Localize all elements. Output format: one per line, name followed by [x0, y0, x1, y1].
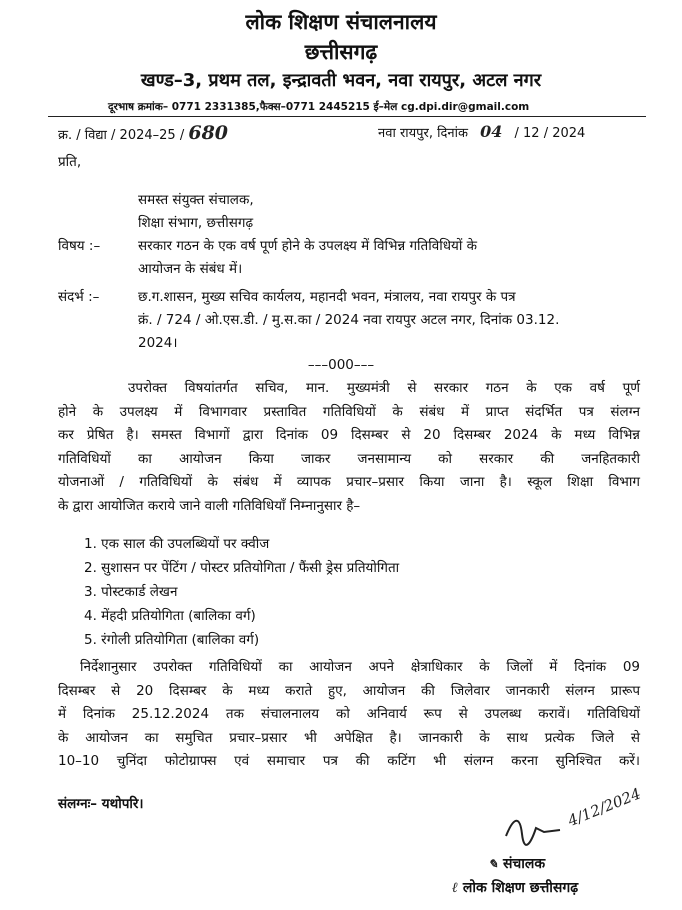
reference-prefix: क्र. / विद्या / 2024–25 /	[58, 128, 185, 143]
body-paragraph-2	[58, 656, 640, 774]
date-day-handwritten: 04	[480, 122, 503, 141]
reference-label: संदर्भ :–	[58, 289, 100, 305]
activity-item: 1. एक साल की उपलब्धियों पर क्वीज	[84, 536, 270, 552]
signature-mark-icon: ✎	[488, 857, 499, 871]
letter-date	[378, 122, 585, 141]
activity-item: 2. सुशासन पर पेंटिंग / पोस्टर प्रतियोगिता / फैंसी ड्रेस प्रतियोगिता	[84, 560, 400, 576]
body2-line: निर्देशानुसार उपरोक्त गतिविधियों का आयोजन अपने क्षेत्राधिकार के जिलों में दिनांक 09	[80, 659, 640, 675]
to-label: प्रति,	[58, 154, 82, 170]
activity-item: 5. रंगोली प्रतियोगिता (बालिका वर्ग)	[84, 632, 260, 648]
letterhead-state: छत्तीसगढ़	[304, 40, 378, 64]
body2-line: के आयोजन का समुचित प्रचार–प्रसार भी अपेक्षित है। जानकारी के साथ प्रत्येक जिले से	[58, 729, 640, 746]
reference-line3: 2024।	[138, 335, 178, 351]
separator: –––000–––	[307, 357, 375, 373]
body1-line: उपरोक्त विषयांतर्गत सचिव, मान. मुख्यमंत्री से सरकार गठन के एक वर्ष पूर्ण	[128, 380, 640, 396]
to-line2: शिक्षा संभाग, छत्तीसगढ़	[138, 215, 254, 231]
activity-item: 4. मेंहदी प्रतियोगिता (बालिका वर्ग)	[84, 608, 256, 624]
signature-date-handwritten: 4/12/2024	[565, 784, 644, 830]
signature-title-2: ℓ लोक शिक्षण छत्तीसगढ़	[452, 880, 579, 896]
body2-line: में दिनांक 25.12.2024 तक संचालनालय को अनिवार्य रूप से उपलब्ध करावें। गतिविधियों	[58, 706, 640, 723]
enclosure-note: संलग्नः– यथोपरि।	[58, 796, 144, 812]
subject-line2: आयोजन के संबंध में।	[138, 261, 243, 277]
body2-line: 10–10 चुनिंदा फोटोग्राफ्स एवं समाचार पत्र की कटिंग भी संलग्न करना सुनिश्चित करें।	[58, 753, 640, 770]
letterhead-contact: दूरभाष क्रमांक– 0771 2331385,फैक्स–0771 2445215 ई–मेल cg.dpi.dir@gmail.com	[108, 101, 530, 113]
reference-number-handwritten: 680	[188, 122, 229, 144]
subject-line1: सरकार गठन के एक वर्ष पूर्ण होने के उपलक्ष्य में विभिन्न गतिविधियों के	[138, 238, 478, 254]
body-paragraph-1	[58, 377, 640, 519]
body1-line: योजनाओं / गतिविधियों के संबंध में व्यापक प्रचार–प्रसार किया जाना है। स्कूल शिक्षा विभाग	[58, 474, 640, 491]
body1-line: के द्वारा आयोजित कराये जाने वाली गतिविधियॉं निम्नानुसार है–	[58, 497, 361, 514]
header-divider	[48, 116, 646, 117]
activity-item: 3. पोस्टकार्ड लेखन	[84, 584, 178, 600]
signature-title-1: ✎ संचालक	[488, 856, 546, 872]
date-suffix: / 12 / 2024	[514, 126, 586, 141]
body2-line: दिसम्बर से 20 दिसम्बर के मध्य कराते हुए, आयोजन की जिलेवार जानकारी संलग्न प्रारूप	[58, 682, 640, 699]
body1-line: होने के उपलक्ष्य में विभागवार प्रस्तावित गतिविधियों के संबंध में प्राप्त संदर्भित पत्र संलग्न	[58, 403, 640, 420]
signature-mark-icon: ℓ	[452, 880, 458, 896]
letterhead-title: लोक शिक्षण संचालनालय	[245, 10, 437, 34]
body1-line: कर प्रेषित है। समस्त विभागों द्वारा दिनांक 09 दिसम्बर से 20 दिसम्बर 2024 के मध्य विभिन्न	[58, 427, 640, 444]
reference-number-line	[58, 122, 228, 144]
body1-line: गतिविधियों का आयोजन किया जाकर जनसामान्य को सरकार की जनहितकारी	[58, 450, 640, 467]
reference-line2: क्रं. / 724 / ओ.एस.डी. / मु.स.का / 2024 नवा रायपुर अटल नगर, दिनांक 03.12.	[138, 312, 560, 328]
to-line1: समस्त संयुक्त संचालक,	[138, 192, 254, 208]
date-prefix: नवा रायपुर, दिनांक	[378, 126, 468, 141]
letterhead-address: खण्ड–3, प्रथम तल, इन्द्रावती भवन, नवा रायपुर, अटल नगर	[140, 70, 542, 91]
subject-label: विषय :–	[58, 238, 101, 254]
reference-line1: छ.ग.शासन, मुख्य सचिव कार्यलय, महानदी भवन, मंत्रालय, नवा रायपुर के पत्र	[138, 289, 516, 305]
